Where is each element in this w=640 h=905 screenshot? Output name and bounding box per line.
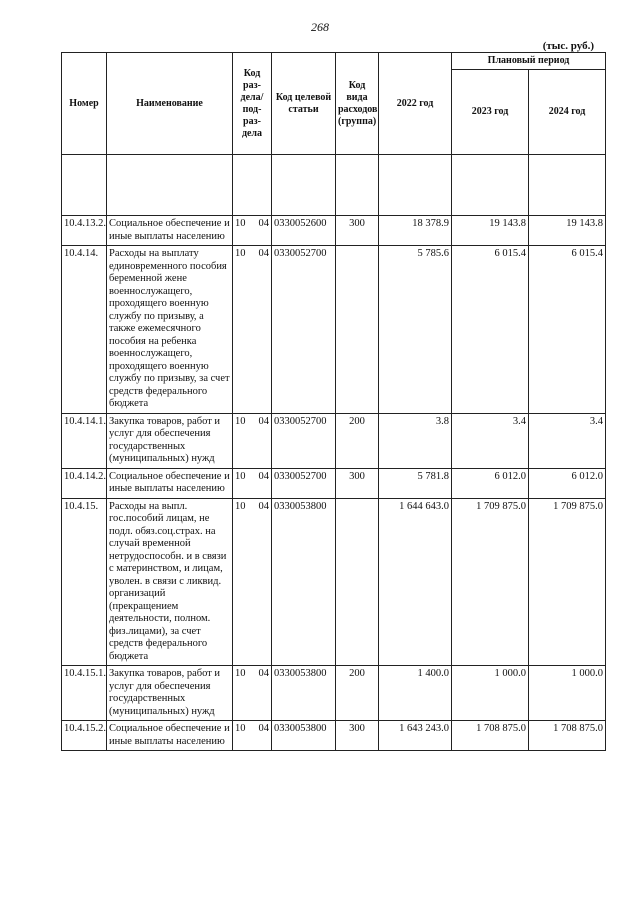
row-target-code: 0330052700	[272, 468, 336, 498]
table-body	[62, 155, 606, 751]
row-subsection: 04	[258, 668, 269, 679]
row-amount-2023: 1 708 875.0	[452, 721, 529, 751]
spacer-row	[62, 155, 606, 216]
row-amount-2022: 18 378.9	[379, 216, 452, 246]
row-expense-type: 200	[336, 413, 379, 468]
row-number: 10.4.14.1.	[62, 413, 107, 468]
header-number: Номер	[62, 53, 107, 155]
table-row	[62, 721, 606, 751]
row-amount-2022: 5 785.6	[379, 246, 452, 414]
row-amount-2023: 3.4	[452, 413, 529, 468]
row-section: 10	[235, 500, 246, 512]
table-row	[62, 246, 606, 414]
row-amount-2023: 6 012.0	[452, 468, 529, 498]
row-subsection: 04	[258, 500, 269, 512]
row-amount-2022: 3.8	[379, 413, 452, 468]
row-name: Закупка товаров, работ и услуг для обеспечения государственных (муниципальных) нужд	[107, 413, 233, 468]
header-year-2022: 2022 год	[379, 53, 452, 155]
section-code-pair	[235, 218, 269, 231]
row-section-code	[233, 498, 272, 666]
header-expense-type-code: Код вида расходов (группа)	[336, 53, 379, 155]
row-amount-2024: 1 708 875.0	[529, 721, 606, 751]
row-amount-2023: 6 015.4	[452, 246, 529, 414]
row-amount-2022: 5 781.8	[379, 468, 452, 498]
section-code-pair	[235, 416, 269, 429]
row-subsection: 04	[258, 723, 269, 734]
spacer-cell	[62, 155, 107, 216]
row-section: 10	[235, 723, 246, 734]
budget-table	[61, 52, 606, 751]
row-name: Социальное обеспечение и иные выплаты населению	[107, 721, 233, 751]
row-target-code: 0330053800	[272, 721, 336, 751]
row-subsection: 04	[258, 248, 269, 259]
table-row	[62, 413, 606, 468]
spacer-cell	[379, 155, 452, 216]
row-number: 10.4.15.1.	[62, 666, 107, 721]
row-amount-2023: 1 709 875.0	[452, 498, 529, 666]
row-number: 10.4.14.	[62, 246, 107, 414]
row-expense-type	[336, 498, 379, 666]
row-target-code: 0330052600	[272, 216, 336, 246]
row-expense-type: 300	[336, 216, 379, 246]
header-target-code: Код целевой статьи	[272, 53, 336, 155]
row-target-code: 0330053800	[272, 498, 336, 666]
row-target-code: 0330053800	[272, 666, 336, 721]
row-name: Социальное обеспечение и иные выплаты населению	[107, 468, 233, 498]
table-row	[62, 498, 606, 666]
table-row	[62, 216, 606, 246]
row-subsection: 04	[258, 470, 269, 482]
spacer-cell	[233, 155, 272, 216]
table-row	[62, 666, 606, 721]
spacer-cell	[107, 155, 233, 216]
row-amount-2022: 1 643 243.0	[379, 721, 452, 751]
row-section: 10	[235, 668, 246, 679]
row-number: 10.4.15.	[62, 498, 107, 666]
header-planned-period: Плановый период	[452, 53, 606, 70]
spacer-cell	[452, 155, 529, 216]
row-amount-2024: 1 000.0	[529, 666, 606, 721]
row-section: 10	[235, 415, 246, 427]
row-amount-2024: 6 012.0	[529, 468, 606, 498]
row-target-code: 0330052700	[272, 246, 336, 414]
header-year-2023: 2023 год	[452, 70, 529, 155]
section-code-pair	[235, 501, 269, 514]
row-section-code	[233, 721, 272, 751]
units-label: (тыс. руб.)	[542, 40, 594, 52]
row-name: Расходы на выпл. гос.пособий лицам, не подл. обяз.соц.страх. на случай временной нетрудоспособн. и в связи с материнством, и лицам, уволен. в связи с ликвид. организаций (прекращением деятельности, полном. физ.лицами), за счет средств федерального бюджета	[107, 498, 233, 666]
header-section-code: Код раз- дела/ под- раз- дела	[233, 53, 272, 155]
row-expense-type: 200	[336, 666, 379, 721]
row-amount-2023: 1 000.0	[452, 666, 529, 721]
row-expense-type: 300	[336, 721, 379, 751]
row-number: 10.4.13.2.	[62, 216, 107, 246]
spacer-cell	[336, 155, 379, 216]
row-amount-2024: 6 015.4	[529, 246, 606, 414]
row-expense-type: 300	[336, 468, 379, 498]
row-section-code	[233, 468, 272, 498]
row-section-code	[233, 413, 272, 468]
row-target-code: 0330052700	[272, 413, 336, 468]
row-section-code	[233, 216, 272, 246]
section-code-pair	[235, 668, 269, 681]
row-number: 10.4.14.2.	[62, 468, 107, 498]
table-header	[62, 53, 606, 155]
row-subsection: 04	[258, 415, 269, 427]
spacer-cell	[529, 155, 606, 216]
row-section: 10	[235, 248, 246, 259]
row-amount-2022: 1 644 643.0	[379, 498, 452, 666]
page-number: 268	[311, 20, 329, 34]
row-amount-2024: 19 143.8	[529, 216, 606, 246]
section-code-pair	[235, 248, 269, 261]
row-amount-2024: 1 709 875.0	[529, 498, 606, 666]
row-name: Закупка товаров, работ и услуг для обеспечения государственных (муниципальных) нужд	[107, 666, 233, 721]
row-subsection: 04	[258, 218, 269, 229]
row-section: 10	[235, 470, 246, 482]
section-code-pair	[235, 471, 269, 484]
row-section-code	[233, 666, 272, 721]
header-year-2024: 2024 год	[529, 70, 606, 155]
spacer-cell	[272, 155, 336, 216]
row-number: 10.4.15.2.	[62, 721, 107, 751]
section-code-pair	[235, 723, 269, 736]
header-name: Наименование	[107, 53, 233, 155]
table-row	[62, 468, 606, 498]
row-name: Расходы на выплату единовременного пособия беременной жене военнослужащего, проходящего военную службу по призыву, а также ежемесячного пособия на ребенка военнослужащего, проходящего военную службу по призыву, за счет средств федерального бюджета	[107, 246, 233, 414]
row-section: 10	[235, 218, 246, 229]
row-amount-2024: 3.4	[529, 413, 606, 468]
row-amount-2023: 19 143.8	[452, 216, 529, 246]
row-name: Социальное обеспечение и иные выплаты населению	[107, 216, 233, 246]
row-section-code	[233, 246, 272, 414]
row-amount-2022: 1 400.0	[379, 666, 452, 721]
row-expense-type	[336, 246, 379, 414]
